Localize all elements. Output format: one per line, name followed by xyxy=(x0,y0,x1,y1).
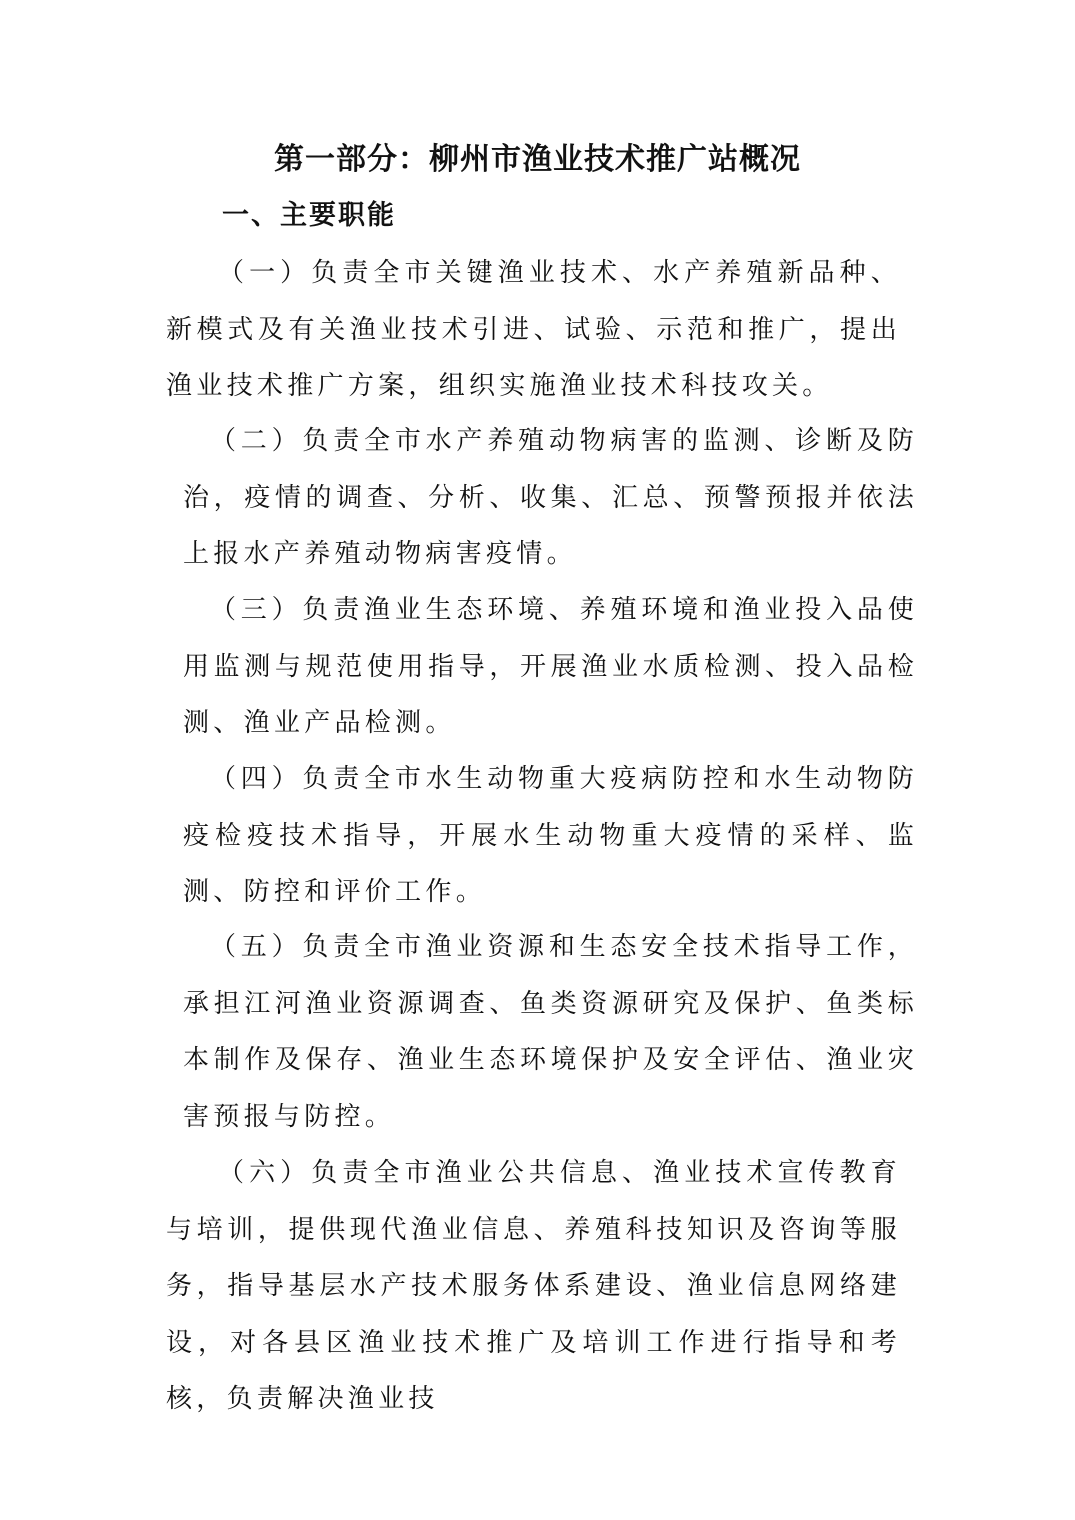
paragraph-6: （六）负责全市渔业公共信息、渔业技术宣传教育与培训，提供现代渔业信息、养殖科技知识及咨询等服务，指导基层水产技术服务体系建设、渔业信息网络建设，对各县区渔业技术推广及培训工作进行指导和考核，负责解决渔业技 xyxy=(166,1158,901,1414)
paragraph-1: （一）负责全市关键渔业技术、水产养殖新品种、新模式及有关渔业技术引进、试验、示范和推广，提出渔业技术推广方案，组织实施渔业技术科技攻关。 xyxy=(166,258,901,401)
paragraph-2: （二）负责全市水产养殖动物病害的监测、诊断及防治，疫情的调查、分析、收集、汇总、预警预报并依法上报水产养殖动物病害疫情。 xyxy=(183,426,918,569)
paragraph-4: （四）负责全市水生动物重大疫病防控和水生动物防疫检疫技术指导，开展水生动物重大疫情的采样、监测、防控和评价工作。 xyxy=(183,764,918,907)
page-title: 第一部分：柳州市渔业技术推广站概况 xyxy=(274,142,801,177)
paragraph-5: （五）负责全市渔业资源和生态安全技术指导工作，承担江河渔业资源调查、鱼类资源研究及保护、鱼类标本制作及保存、渔业生态环境保护及安全评估、渔业灾害预报与防控。 xyxy=(183,932,918,1132)
paragraph-3: （三）负责渔业生态环境、养殖环境和渔业投入品使用监测与规范使用指导，开展渔业水质检测、投入品检测、渔业产品检测。 xyxy=(183,595,918,738)
section-heading: 一、主要职能 xyxy=(222,200,396,231)
